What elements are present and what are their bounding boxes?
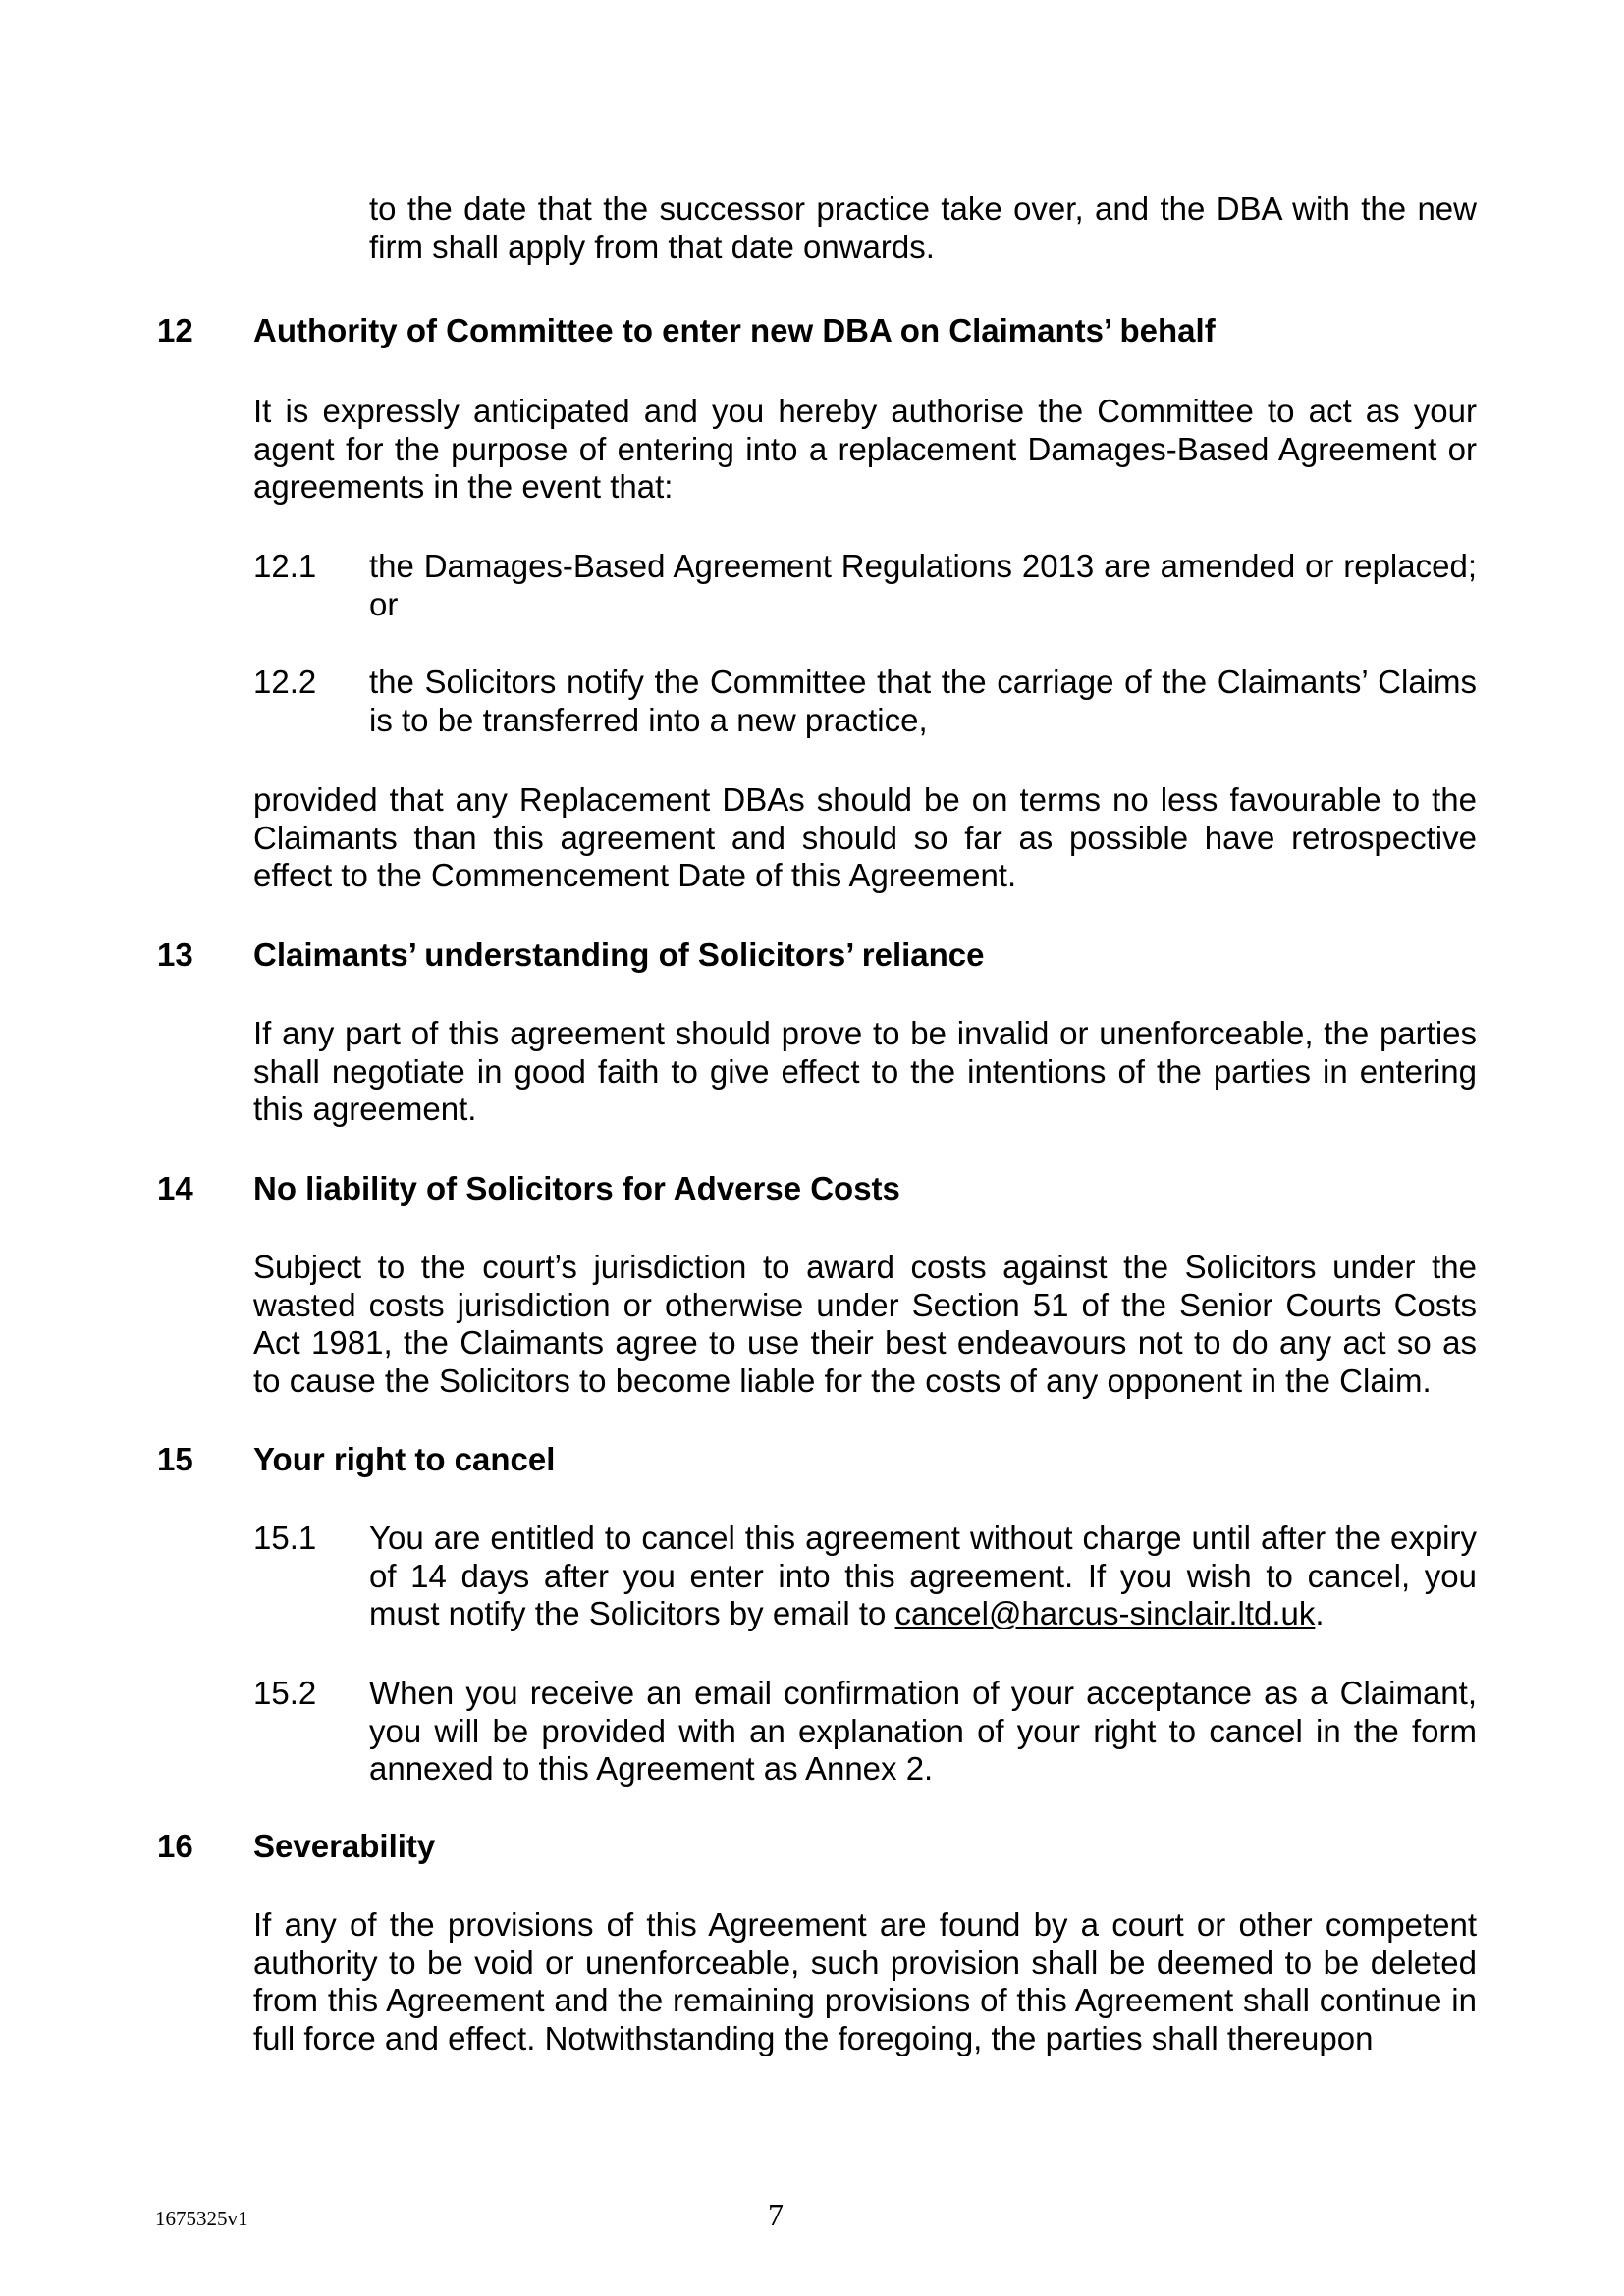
clause-15-1-text-before: You are entitled to cancel this agreement without charge until after the expiry of 14 days after you enter into this agreement. If you wish to cancel, you must notify the Solicitors by email to: [369, 1520, 1477, 1631]
section-12-number: 12: [157, 312, 193, 348]
clause-15-2-number: 15.2: [253, 1675, 317, 1711]
section-16-heading: [157, 1828, 435, 1865]
section-16-number: 16: [157, 1828, 193, 1864]
page-number: 7: [768, 2197, 784, 2232]
clause-15-1-text-after: .: [1315, 1595, 1325, 1631]
section-16-title: Severability: [253, 1828, 436, 1864]
section-14-body: Subject to the court’s jurisdiction to award costs against the Solicitors under the wasted costs jurisdiction or otherwise under Section 51 of the Senior Courts Costs Act 1981, the Claimants agree to use their best endeavours not to do any act so as to cause the Solicitors to become liable for the costs of any opponent in the Claim.: [253, 1249, 1477, 1399]
section-15-heading: [157, 1441, 555, 1478]
continuation-paragraph: to the date that the successor practice take over, and the DBA with the new firm shall apply from that date onwards.: [369, 190, 1477, 265]
section-12-title: Authority of Committee to enter new DBA on Claimants’ behalf: [253, 312, 1216, 348]
cancel-email-link[interactable]: cancel@harcus-sinclair.ltd.uk: [894, 1595, 1316, 1631]
section-12-intro: It is expressly anticipated and you hereby authorise the Committee to act as your agent for the purpose of entering into a replacement Damages-Based Agreement or agreements in the event that:: [253, 393, 1477, 505]
section-13-heading: [157, 936, 985, 974]
section-15-title: Your right to cancel: [253, 1441, 556, 1477]
section-13-body: If any part of this agreement should prove to be invalid or unenforceable, the parties shall negotiate in good faith to give effect to the intentions of the parties in entering this agreement.: [253, 1015, 1477, 1127]
clause-12-2-number: 12.2: [253, 664, 317, 700]
section-12-heading: [157, 312, 1216, 349]
section-14-title: No liability of Solicitors for Adverse Costs: [253, 1170, 900, 1206]
section-13-title: Claimants’ understanding of Solicitors’ reliance: [253, 936, 985, 973]
clause-12-1-number: 12.1: [253, 548, 317, 584]
clause-12-1-text: the Damages-Based Agreement Regulations 2013 are amended or replaced; or: [369, 548, 1477, 622]
section-12-closing: provided that any Replacement DBAs should be on terms no less favourable to the Claimants than this agreement and should so far as possible have retrospective effect to the Commencement Date of this Agreement.: [253, 781, 1477, 893]
clause-15-1-text: [369, 1520, 1477, 1633]
section-14-number: 14: [157, 1170, 193, 1206]
section-16-body: If any of the provisions of this Agreement are found by a court or other competent authority to be void or unenforceable, such provision shall be deemed to be deleted from this Agreement and the remaining provisions of this Agreement shall continue in full force and effect. Notwithstanding the foregoing, the parties shall thereupon: [253, 1906, 1477, 2056]
section-14-heading: [157, 1170, 900, 1207]
section-15-number: 15: [157, 1441, 193, 1477]
section-13-number: 13: [157, 936, 193, 973]
clause-12-2-text: the Solicitors notify the Committee that the carriage of the Claimants’ Claims is to be transferred into a new practice,: [369, 664, 1477, 738]
clause-15-1-number: 15.1: [253, 1520, 317, 1556]
clause-15-2-text: When you receive an email confirmation of your acceptance as a Claimant, you will be provided with an explanation of your right to cancel in the form annexed to this Agreement as Annex 2.: [369, 1675, 1477, 1787]
document-reference: 1675325v1: [155, 2207, 248, 2230]
